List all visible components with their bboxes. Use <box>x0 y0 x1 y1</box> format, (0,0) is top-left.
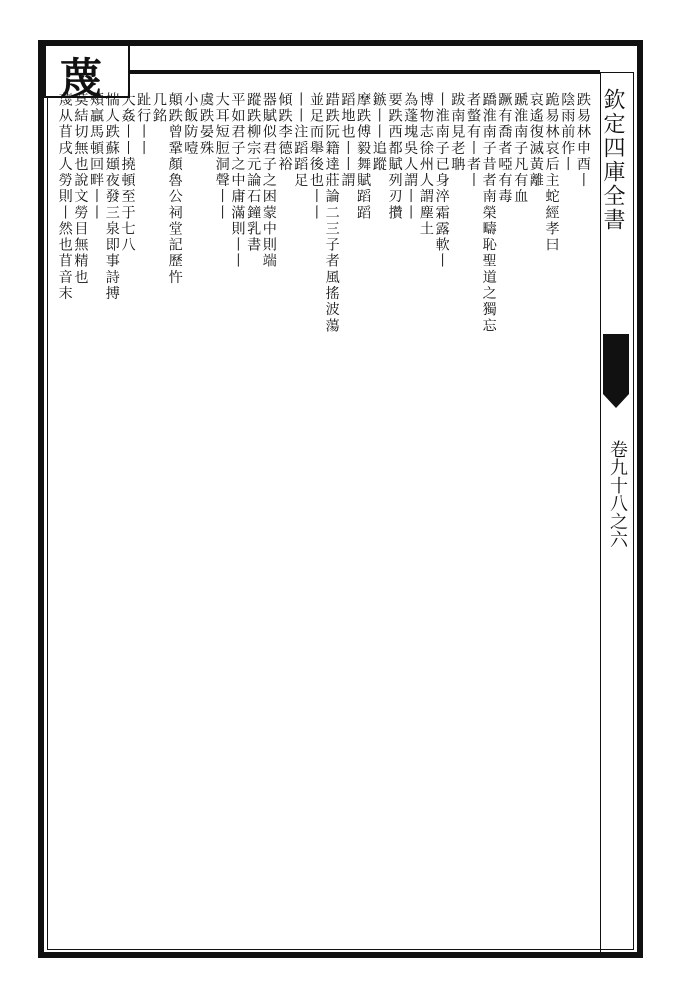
text-column: 器賦似君子之困蒙中則端 <box>260 92 277 270</box>
text-column: 博物志徐州人謂塵土 <box>417 92 434 238</box>
text-column: 大耳短脰洞聲丨丨 <box>213 92 230 222</box>
text-column: 趾行丨丨 <box>135 92 152 157</box>
text-column: 几銘 <box>150 92 167 125</box>
text-column: 踖跌阮籍達莊論二三子者風搖波蕩 <box>323 92 340 334</box>
text-column: 並足而舉後也丨丨 <box>307 92 324 222</box>
text-column: 蹏淮南子凡有血 <box>512 92 529 205</box>
text-column: 顛跌曾鞏顏魯公祠堂記歷忤 <box>166 92 183 286</box>
text-column: 跌易林申酉丨 <box>574 92 591 189</box>
text-column: 惴人跌蘇頲夜發三泉即事詩搏 <box>103 92 120 302</box>
text-column: 要跌西都賦列刃攢 <box>386 92 403 222</box>
top-border <box>130 70 600 74</box>
volume-label: 卷九十八之六 <box>607 440 628 548</box>
text-column: 哀遙復滅黃離 <box>527 92 544 189</box>
text-column: 陰雨前作丨 <box>559 92 576 173</box>
text-column: 傾跌李德裕 <box>276 92 293 173</box>
text-column: 跋南見老聃 <box>449 92 466 173</box>
text-column: 虞跌晏殊 <box>198 92 215 157</box>
header-tab-char: 蔑 <box>60 54 103 103</box>
text-column: 摩跌傅毅舞賦蹈蹈 <box>355 92 372 222</box>
text-column: 鏃丨丨追蹤 <box>370 92 387 173</box>
text-column: 莫結切無也說文勞目無精也 <box>72 92 89 286</box>
text-column: 蹶有喬者啞有毒 <box>496 92 513 205</box>
text-column: 跪易林哀后主蛇經孝曰 <box>543 92 560 254</box>
text-column: 大姦丨丨撓頓至于七八 <box>119 92 136 254</box>
text-column: 小飯防噎 <box>182 92 199 157</box>
text-column: 者螫有丨者丨 <box>465 92 482 189</box>
text-column: 蹤跌柳宗元論石鐘乳書 <box>245 92 262 254</box>
text-column: 蹈地也丨丨謂 <box>339 92 356 189</box>
text-column: 平如君子之中庸滿則丨丨 <box>229 92 246 270</box>
text-column: 蹻淮南子昔者南榮疇恥聖道之獨忘 <box>480 92 497 334</box>
book-title: 欽定四庫全書 <box>600 88 625 232</box>
text-column: 丨丨注蹈蹈足 <box>292 92 309 189</box>
fish-tail-mark <box>603 334 629 394</box>
text-column: 丨淮南子已身淬霜露軟丨 <box>433 92 450 270</box>
text-column: 頰贏馬頓回畔丨丨 <box>88 92 105 222</box>
text-column: 蔑从苜戌人勞則丨然也苜音末 <box>56 92 73 302</box>
text-column: 為蓬塊吳人謂丨丨 <box>402 92 419 222</box>
